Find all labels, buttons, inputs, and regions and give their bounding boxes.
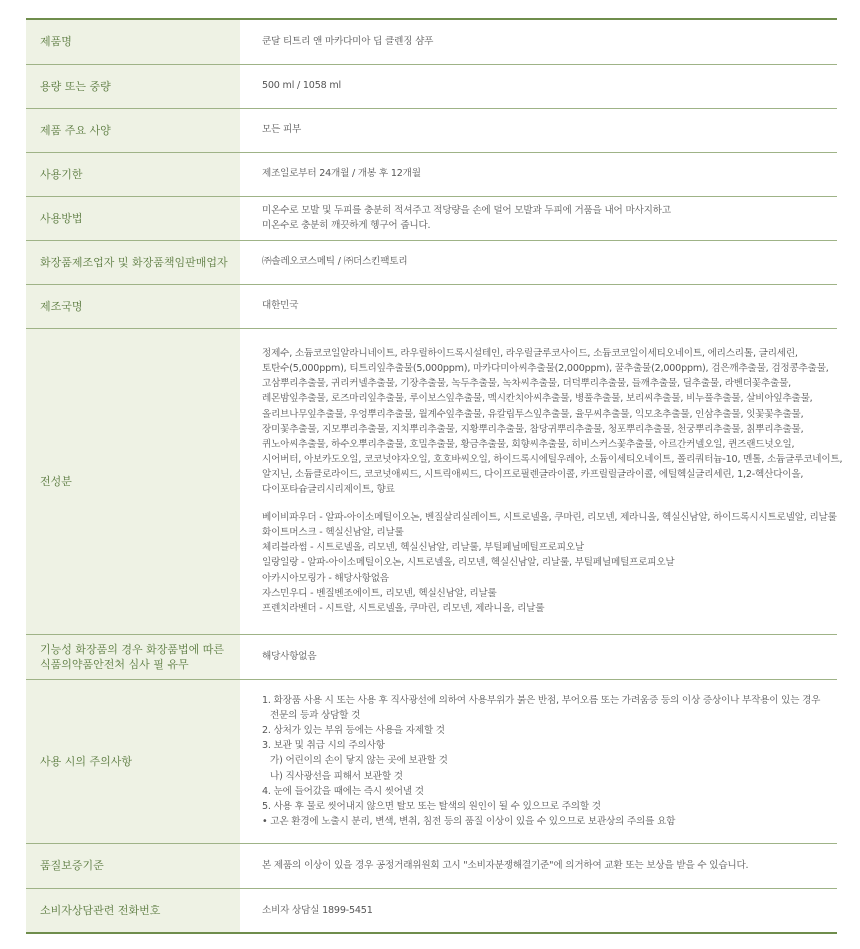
fragrance-line: 프렌치라벤더 - 시트랄, 시트로넬올, 쿠마린, 리모넨, 제라니올, 리날룰 <box>262 602 545 614</box>
ingredient-line: 레몬밤잎추출물, 로즈마리잎추출물, 루이보스잎추출물, 멕시칸치아씨추출물, 병풀추출물, 보리씨추출물, 비누풀추출물, 살비아잎추출물, <box>262 393 813 405</box>
usage-line: 미온수로 충분히 깨끗하게 헹구어 줍니다. <box>262 220 431 231</box>
precaution-line: 5. 사용 후 물로 씻어내지 않으면 탈모 또는 탈색의 원인이 될 수 있으므로 주의할 것 <box>262 800 601 812</box>
value-expiry: 제조일로부터 24개월 / 개봉 후 12개월 <box>240 152 837 196</box>
value-customer-service: 소비자 상담실 1899-5451 <box>240 888 837 933</box>
label-line: 식품의약품안전처 심사 필 유무 <box>40 657 189 671</box>
fragrance-line: 아카시아모링가 - 해당사항없음 <box>262 572 389 584</box>
ingredient-line: 알지닌, 소듐클로라이드, 코코넛애씨드, 시트릭애씨드, 다이프로필렌글라이콜, 카프릴릴글라이콜, 에틸헥실글리세린, 1,2-헥산다이올, <box>262 468 804 480</box>
label-main-spec: 제품 주요 사양 <box>26 108 240 152</box>
fragrance-line: 화이트머스크 - 헥실신남알, 리날룰 <box>262 527 404 539</box>
label-volume: 용량 또는 중량 <box>26 64 240 108</box>
value-main-spec: 모든 피부 <box>240 108 837 152</box>
precaution-line: 2. 상처가 있는 부위 등에는 사용을 자제할 것 <box>262 725 445 737</box>
ingredient-line: 올리브나무잎추출물, 우엉뿌리추출물, 월계수잎추출물, 유칼립투스잎추출물, 율무씨추출물, 익모초추출물, 인삼추출물, 잇꽃꽃추출물, <box>262 408 804 420</box>
precaution-line: 3. 보관 및 취급 시의 주의사항 <box>262 740 385 752</box>
precaution-line: 1. 화장품 사용 시 또는 사용 후 직사광선에 의하여 사용부위가 붉은 반점, 부어오름 또는 가려움증 등의 이상 증상이나 부작용이 있는 경우 <box>262 695 821 707</box>
value-manufacturer: ㈜솔레오코스메틱 / ㈜더스킨팩토리 <box>240 240 837 284</box>
precaution-line: 나) 직사광선을 피해서 보관할 것 <box>270 770 403 782</box>
precaution-line: • 고온 환경에 노출시 분리, 변색, 변취, 침전 등의 품질 이상이 있을 수 있으므로 보관상의 주의를 요함 <box>262 815 676 827</box>
label-expiry: 사용기한 <box>26 152 240 196</box>
value-volume: 500 ml / 1058 ml <box>240 64 837 108</box>
fragrance-line: 자스민우디 - 벤질벤조에이트, 리모넨, 헥실신남알, 리날룰 <box>262 587 497 599</box>
value-functional-cosmetic: 해당사항없음 <box>240 634 837 679</box>
row-main-spec <box>26 108 837 152</box>
row-customer-service <box>26 888 837 933</box>
label-quality-standard: 품질보증기준 <box>26 843 240 888</box>
ingredient-line: 토탄수(5,000ppm), 티트리잎추출물(5,000ppm), 마카다미아씨추출물(2,000ppm), 꿀추출물(2,000ppm), 검은깨추출물, 검정콩추출물, <box>262 363 829 375</box>
value-usage <box>240 196 837 240</box>
label-line: 기능성 화장품의 경우 화장품법에 따른 <box>40 642 225 656</box>
label-product-name: 제품명 <box>26 19 240 64</box>
row-product-name <box>26 19 837 64</box>
row-quality-standard <box>26 843 837 888</box>
fragrance-line: 체리블라썸 - 시트로넬올, 리모넨, 헥실신남알, 리날룰, 부틸페닐메틸프로피오날 <box>262 542 584 554</box>
row-country <box>26 284 837 328</box>
row-functional-cosmetic <box>26 634 837 679</box>
label-usage: 사용방법 <box>26 196 240 240</box>
ingredient-line: 고삼뿌리추출물, 귀리커넬추출물, 기장추출물, 녹두추출물, 녹차씨추출물, 더덕뿌리추출물, 들깨추출물, 딜추출물, 라벤더꽃추출물, <box>262 378 792 390</box>
value-product-name: 쿤달 티트리 앤 마카다미아 딥 클렌징 샴푸 <box>240 19 837 64</box>
label-ingredients: 전성분 <box>26 328 240 634</box>
fragrance-line: 베이비파우더 - 알파-아이소메틸이오논, 벤질살리실레이트, 시트로넬올, 쿠마린, 리모넨, 제라니올, 헥실신남알, 하이드록시시트로넬알, 리날룰 <box>262 512 837 524</box>
precaution-line: 4. 눈에 들어갔을 때에는 즉시 씻어낼 것 <box>262 785 424 797</box>
precaution-line: 가) 어린이의 손이 닿지 않는 곳에 보관할 것 <box>270 755 448 767</box>
fragrance-line: 일랑일랑 - 알파-아이소메틸이오논, 시트로넬올, 리모넨, 헥실신남알, 리날룰, 부틸페닐메틸프로피오날 <box>262 557 675 569</box>
ingredient-line: 시어버터, 아보카도오일, 코코넛야자오일, 호호바씨오일, 하이드록시에틸우레아, 소듐이세티오네이트, 폴리쿼터늄-10, 멘톨, 소듐글루코네이트, <box>262 453 843 465</box>
product-info-table-wrapper <box>26 18 843 934</box>
value-country: 대한민국 <box>240 284 837 328</box>
row-precautions <box>26 679 837 843</box>
row-usage <box>26 196 837 240</box>
row-expiry <box>26 152 837 196</box>
label-country: 제조국명 <box>26 284 240 328</box>
usage-line: 미온수로 모발 및 두피를 충분히 적셔주고 적당량을 손에 덜어 모발과 두피에 거품을 내어 마사지하고 <box>262 204 671 216</box>
row-volume <box>26 64 837 108</box>
ingredient-line: 정제수, 소듐코코일알라니네이트, 라우릴하이드록시설테인, 라우릴글루코사이드, 소듐코코일이세티오네이트, 에리스리톨, 글리세린, <box>262 348 798 360</box>
value-quality-standard: 본 제품의 이상이 있을 경우 공정거래위원회 고시 "소비자분쟁해결기준"에 의거하여 교환 또는 보상을 받을 수 있습니다. <box>240 843 837 888</box>
label-customer-service: 소비자상담관련 전화번호 <box>26 888 240 933</box>
label-manufacturer: 화장품제조업자 및 화장품책임판매업자 <box>26 240 240 284</box>
ingredient-gap <box>262 497 825 510</box>
row-manufacturer <box>26 240 837 284</box>
ingredient-line: 다이포타슘글리시리제이트, 향료 <box>262 484 395 496</box>
ingredient-line: 퀴노아씨추출물, 하수오뿌리추출물, 호밀추출물, 황금추출물, 회향씨추출물, 히비스커스꽃추출물, 아르간커넬오일, 퀸즈랜드넛오일, <box>262 438 795 450</box>
precaution-line: 전문의 등과 상담할 것 <box>270 710 361 722</box>
ingredient-line: 장미꽃추출물, 지모뿌리추출물, 지치뿌리추출물, 지황뿌리추출물, 참당귀뿌리추출물, 청포뿌리추출물, 천궁뿌리추출물, 칡뿌리추출물, <box>262 423 804 435</box>
row-ingredients <box>26 328 837 634</box>
label-precautions: 사용 시의 주의사항 <box>26 679 240 843</box>
value-ingredients <box>240 328 843 634</box>
product-info-table <box>26 18 843 934</box>
value-precautions <box>240 679 837 843</box>
label-functional-cosmetic <box>26 634 240 679</box>
